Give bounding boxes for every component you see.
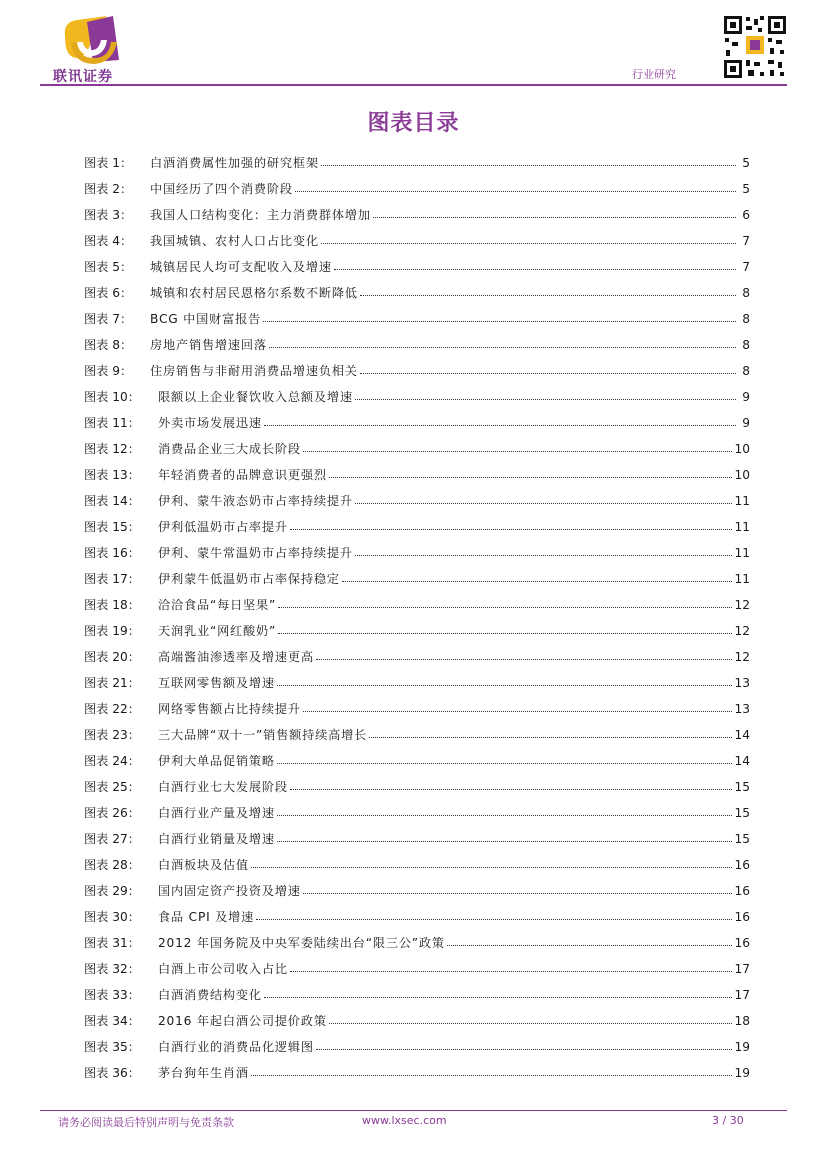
toc-entry-title: 白酒板块及估值 (158, 858, 249, 872)
toc-entry-label: 图表 33： (84, 988, 140, 1002)
toc-entry-title: 食品 CPI 及增速 (158, 910, 255, 924)
toc-entry[interactable] (84, 306, 750, 332)
toc-dot-leader (278, 598, 732, 608)
toc-entry-label: 图表 1： (84, 156, 133, 170)
toc-entry-page: 18 (734, 1014, 750, 1028)
toc-entry-title: 白酒上市公司收入占比 (158, 962, 288, 976)
toc-entry[interactable] (84, 332, 750, 358)
toc-entry-title: 三大品牌“双十一”销售额持续高增长 (158, 728, 368, 742)
toc-entry-label: 图表 36： (84, 1066, 140, 1080)
toc-entry-title: 天润乳业“网红酸奶” (158, 624, 277, 638)
toc-entry-page: 16 (734, 858, 750, 872)
toc-entry-label: 图表 2： (84, 182, 133, 196)
toc-entry[interactable] (84, 358, 750, 384)
table-of-figures (84, 150, 750, 1086)
footer-page-number: 3 / 30 (712, 1114, 744, 1127)
toc-entry[interactable] (84, 514, 750, 540)
toc-dot-leader (290, 962, 733, 972)
toc-entry-label: 图表 14： (84, 494, 140, 508)
toc-dot-leader (251, 858, 733, 868)
toc-entry-page: 7 (742, 234, 750, 248)
toc-entry[interactable] (84, 1034, 750, 1060)
toc-entry-title: 2016 年起白酒公司提价政策 (158, 1014, 327, 1028)
toc-entry-page: 19 (734, 1066, 750, 1080)
toc-entry-label: 图表 32： (84, 962, 140, 976)
toc-entry-title: 白酒行业销量及增速 (158, 832, 275, 846)
footer-divider (40, 1110, 787, 1111)
toc-entry[interactable] (84, 774, 750, 800)
toc-entry[interactable] (84, 1060, 750, 1086)
toc-dot-leader (264, 988, 733, 998)
toc-entry-title: 房地产销售增速回落 (150, 338, 267, 352)
toc-entry-title: 消费品企业三大成长阶段 (158, 442, 301, 456)
toc-entry-page: 19 (734, 1040, 750, 1054)
toc-entry-title: 我国人口结构变化：主力消费群体增加 (150, 208, 371, 222)
toc-entry-label: 图表 13： (84, 468, 140, 482)
toc-entry-label: 图表 29： (84, 884, 140, 898)
toc-entry-page: 11 (734, 546, 750, 560)
toc-entry-title: 限额以上企业餐饮收入总额及增速 (158, 390, 353, 404)
toc-entry-page: 12 (734, 598, 750, 612)
toc-entry-page: 16 (734, 936, 750, 950)
toc-dot-leader (447, 936, 733, 946)
toc-entry[interactable] (84, 696, 750, 722)
toc-entry-label: 图表 15： (84, 520, 140, 534)
toc-entry[interactable] (84, 488, 750, 514)
toc-entry[interactable] (84, 644, 750, 670)
toc-entry-title: 伊利大单品促销策略 (158, 754, 275, 768)
toc-entry-page: 8 (742, 364, 750, 378)
toc-dot-leader (290, 520, 733, 530)
toc-dot-leader (329, 1014, 733, 1024)
toc-entry-title: 互联网零售额及增速 (158, 676, 275, 690)
toc-dot-leader (256, 910, 732, 920)
toc-entry-label: 图表 6： (84, 286, 133, 300)
toc-entry[interactable] (84, 202, 750, 228)
toc-entry-label: 图表 34： (84, 1014, 140, 1028)
toc-entry-title: 伊利、蒙牛常温奶市占率持续提升 (158, 546, 353, 560)
toc-entry-page: 13 (734, 676, 750, 690)
toc-entry[interactable] (84, 280, 750, 306)
toc-dot-leader (303, 702, 733, 712)
toc-entry-page: 17 (734, 988, 750, 1002)
toc-entry-page: 12 (734, 624, 750, 638)
toc-entry-title: BCG 中国财富报告 (150, 312, 262, 326)
toc-entry-page: 9 (742, 416, 750, 430)
toc-entry-title: 中国经历了四个消费阶段 (150, 182, 293, 196)
toc-entry-label: 图表 26： (84, 806, 140, 820)
toc-dot-leader (264, 416, 736, 426)
toc-dot-leader (321, 234, 736, 244)
toc-entry-label: 图表 5： (84, 260, 133, 274)
toc-dot-leader (321, 156, 736, 166)
toc-dot-leader (251, 1066, 733, 1076)
toc-entry-label: 图表 22： (84, 702, 140, 716)
toc-dot-leader (316, 650, 733, 660)
toc-entry[interactable] (84, 176, 750, 202)
toc-entry[interactable] (84, 228, 750, 254)
toc-entry-title: 我国城镇、农村人口占比变化 (150, 234, 319, 248)
toc-entry[interactable] (84, 410, 750, 436)
toc-entry-page: 12 (734, 650, 750, 664)
toc-entry[interactable] (84, 982, 750, 1008)
toc-entry-title: 茅台狗年生肖酒 (158, 1066, 249, 1080)
toc-dot-leader (342, 572, 733, 582)
toc-entry-label: 图表 20： (84, 650, 140, 664)
toc-entry-page: 6 (742, 208, 750, 222)
toc-entry-title: 年轻消费者的品牌意识更强烈 (158, 468, 327, 482)
toc-entry-page: 11 (734, 520, 750, 534)
toc-entry[interactable] (84, 540, 750, 566)
toc-entry[interactable] (84, 852, 750, 878)
toc-dot-leader (355, 546, 733, 556)
toc-entry-page: 8 (742, 338, 750, 352)
toc-dot-leader (334, 260, 736, 270)
toc-entry-page: 10 (734, 468, 750, 482)
toc-entry-label: 图表 35： (84, 1040, 140, 1054)
toc-entry-page: 7 (742, 260, 750, 274)
toc-entry-title: 洽洽食品“每日坚果” (158, 598, 277, 612)
toc-entry-title: 白酒行业七大发展阶段 (158, 780, 288, 794)
toc-entry-label: 图表 4： (84, 234, 133, 248)
toc-entry-page: 9 (742, 390, 750, 404)
toc-entry-page: 15 (734, 780, 750, 794)
toc-entry-page: 5 (742, 182, 750, 196)
toc-entry-page: 16 (734, 910, 750, 924)
page-title: 图表目录 (367, 111, 460, 136)
qr-code-icon (722, 14, 788, 80)
toc-entry-page: 15 (734, 832, 750, 846)
toc-entry[interactable] (84, 748, 750, 774)
toc-entry[interactable] (84, 722, 750, 748)
toc-entry-title: 住房销售与非耐用消费品增速负相关 (150, 364, 358, 378)
toc-entry-label: 图表 19： (84, 624, 140, 638)
toc-entry[interactable] (84, 566, 750, 592)
toc-dot-leader (360, 286, 736, 296)
toc-entry[interactable] (84, 1008, 750, 1034)
toc-entry-title: 城镇居民人均可支配收入及增速 (150, 260, 332, 274)
toc-entry[interactable] (84, 384, 750, 410)
toc-entry-title: 国内固定资产投资及增速 (158, 884, 301, 898)
toc-entry-label: 图表 10： (84, 390, 140, 404)
header-divider (40, 84, 787, 86)
toc-entry-page: 14 (734, 728, 750, 742)
toc-entry-page: 10 (734, 442, 750, 456)
toc-entry-page: 11 (734, 572, 750, 586)
toc-dot-leader (355, 390, 736, 400)
toc-entry-title: 白酒行业的消费品化逻辑图 (158, 1040, 314, 1054)
toc-dot-leader (295, 182, 736, 192)
toc-entry-label: 图表 23： (84, 728, 140, 742)
toc-entry-page: 8 (742, 286, 750, 300)
toc-entry[interactable] (84, 930, 750, 956)
toc-entry-label: 图表 27： (84, 832, 140, 846)
toc-entry[interactable] (84, 800, 750, 826)
toc-dot-leader (277, 676, 733, 686)
footer-website-link[interactable]: www.lxsec.com (362, 1114, 447, 1127)
toc-entry[interactable] (84, 904, 750, 930)
toc-entry-title: 高端酱油渗透率及增速更高 (158, 650, 314, 664)
toc-entry[interactable] (84, 436, 750, 462)
toc-entry-label: 图表 11： (84, 416, 140, 430)
toc-entry-page: 5 (742, 156, 750, 170)
toc-entry-title: 伊利低温奶市占率提升 (158, 520, 288, 534)
toc-entry-label: 图表 7： (84, 312, 133, 326)
toc-dot-leader (277, 754, 733, 764)
toc-entry[interactable] (84, 670, 750, 696)
toc-entry[interactable] (84, 956, 750, 982)
toc-entry-label: 图表 3： (84, 208, 133, 222)
toc-dot-leader (278, 624, 732, 634)
toc-dot-leader (355, 494, 733, 504)
toc-entry[interactable] (84, 254, 750, 280)
toc-dot-leader (329, 468, 733, 478)
toc-entry-label: 图表 8： (84, 338, 133, 352)
toc-dot-leader (277, 806, 733, 816)
toc-entry-title: 白酒行业产量及增速 (158, 806, 275, 820)
toc-dot-leader (290, 780, 733, 790)
footer-disclaimer[interactable]: 请务必阅读最后特别声明与免责条款 (58, 1116, 234, 1129)
toc-entry-label: 图表 24： (84, 754, 140, 768)
toc-entry-label: 图表 9： (84, 364, 133, 378)
toc-entry-title: 伊利、蒙牛液态奶市占率持续提升 (158, 494, 353, 508)
toc-dot-leader (303, 442, 733, 452)
toc-entry-label: 图表 21： (84, 676, 140, 690)
toc-dot-leader (269, 338, 736, 348)
toc-entry-title: 外卖市场发展迅速 (158, 416, 262, 430)
toc-entry[interactable] (84, 150, 750, 176)
toc-entry-title: 伊利蒙牛低温奶市占率保持稳定 (158, 572, 340, 586)
toc-entry-page: 14 (734, 754, 750, 768)
company-name: 联讯证券 (53, 69, 113, 85)
toc-entry-label: 图表 18： (84, 598, 140, 612)
toc-dot-leader (360, 364, 736, 374)
toc-entry-title: 2012 年国务院及中央军委陆续出台“限三公”政策 (158, 936, 445, 950)
toc-entry[interactable] (84, 826, 750, 852)
toc-dot-leader (316, 1040, 733, 1050)
toc-entry-label: 图表 28： (84, 858, 140, 872)
section-label: 行业研究 (632, 68, 676, 81)
toc-entry-page: 15 (734, 806, 750, 820)
toc-dot-leader (373, 208, 736, 218)
toc-dot-leader (263, 312, 736, 322)
toc-entry-title: 白酒消费属性加强的研究框架 (150, 156, 319, 170)
toc-entry-page: 8 (742, 312, 750, 326)
page-header (0, 0, 827, 100)
toc-entry-title: 白酒消费结构变化 (158, 988, 262, 1002)
toc-entry-page: 13 (734, 702, 750, 716)
toc-entry-title: 网络零售额占比持续提升 (158, 702, 301, 716)
toc-entry-page: 16 (734, 884, 750, 898)
toc-dot-leader (369, 728, 732, 738)
toc-entry-title: 城镇和农村居民恩格尔系数不断降低 (150, 286, 358, 300)
toc-entry[interactable] (84, 462, 750, 488)
toc-entry-page: 17 (734, 962, 750, 976)
toc-entry-label: 图表 16： (84, 546, 140, 560)
toc-entry[interactable] (84, 592, 750, 618)
toc-entry-label: 图表 30： (84, 910, 140, 924)
toc-entry-label: 图表 17： (84, 572, 140, 586)
toc-entry-page: 11 (734, 494, 750, 508)
toc-dot-leader (277, 832, 733, 842)
toc-dot-leader (303, 884, 733, 894)
toc-entry[interactable] (84, 878, 750, 904)
toc-entry-label: 图表 31： (84, 936, 140, 950)
toc-entry-label: 图表 12： (84, 442, 140, 456)
toc-entry-label: 图表 25： (84, 780, 140, 794)
toc-entry[interactable] (84, 618, 750, 644)
